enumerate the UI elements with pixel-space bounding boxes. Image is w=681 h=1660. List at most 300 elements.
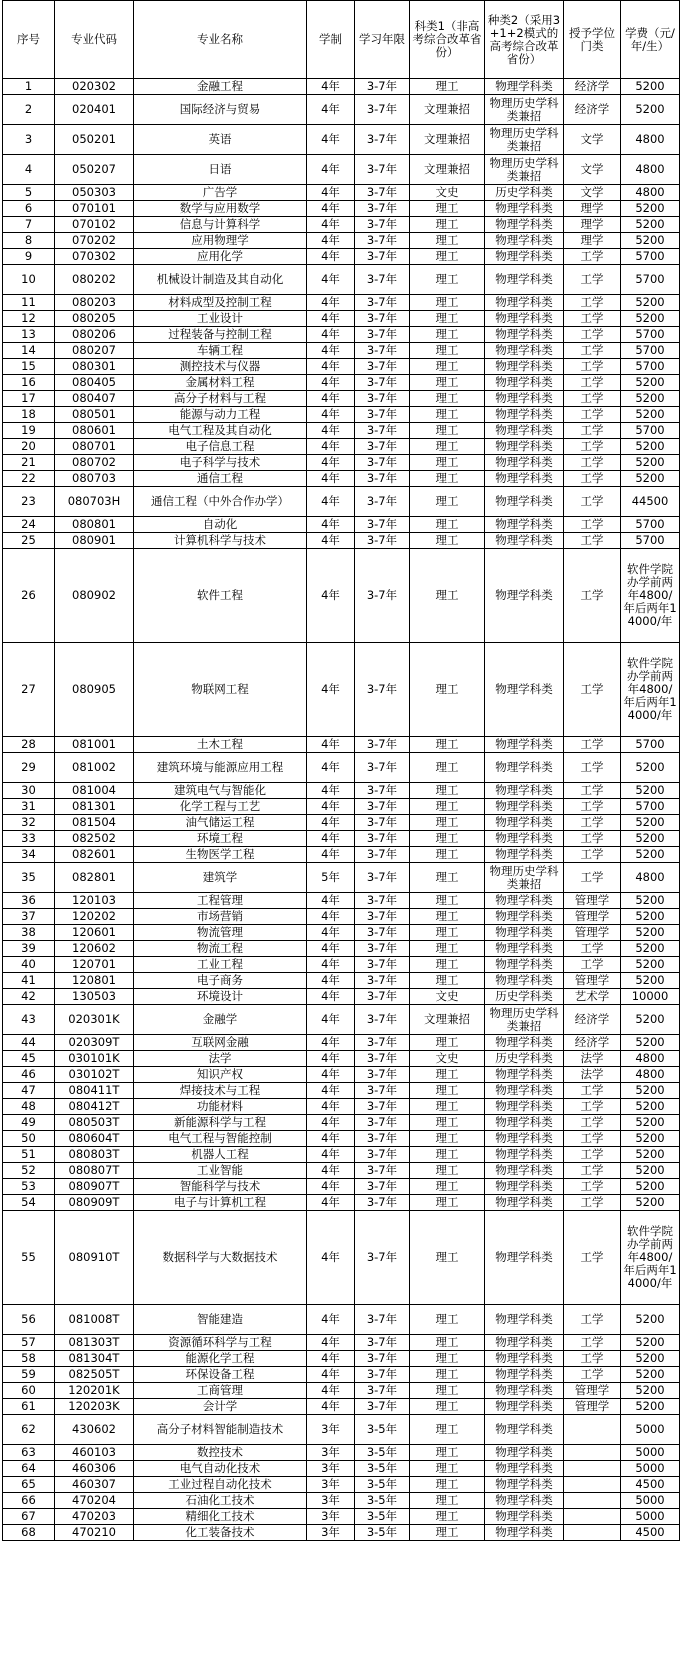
cell-degree-type: 管理学	[564, 893, 621, 909]
cell-degree-type: 工学	[564, 1099, 621, 1115]
cell-study-years: 3-7年	[355, 973, 410, 989]
cell-tuition: 5200	[621, 1163, 680, 1179]
cell-category-1: 理工	[410, 1131, 485, 1147]
cell-category-1: 理工	[410, 1525, 485, 1541]
cell-major-name: 应用化学	[134, 249, 307, 265]
cell-category-1: 理工	[410, 1383, 485, 1399]
header-study-years: 学习年限	[355, 1, 410, 79]
cell-duration: 4年	[307, 783, 355, 799]
cell-category-2: 物理学科类	[485, 1383, 564, 1399]
cell-major-code: 120701	[55, 957, 134, 973]
cell-category-1: 理工	[410, 391, 485, 407]
cell-degree-type: 工学	[564, 753, 621, 783]
cell-study-years: 3-7年	[355, 1131, 410, 1147]
cell-study-years: 3-7年	[355, 941, 410, 957]
cell-category-2: 物理学科类	[485, 327, 564, 343]
cell-tuition: 5200	[621, 1147, 680, 1163]
table-row	[3, 941, 680, 957]
cell-row-index: 44	[3, 1035, 55, 1051]
cell-category-1: 理工	[410, 1099, 485, 1115]
table-row	[3, 423, 680, 439]
cell-tuition: 5200	[621, 375, 680, 391]
cell-tuition: 5200	[621, 1099, 680, 1115]
cell-study-years: 3-7年	[355, 1211, 410, 1305]
cell-tuition: 软件学院办学前两年4800/年后两年14000/年	[621, 643, 680, 737]
cell-row-index: 17	[3, 391, 55, 407]
table-row	[3, 815, 680, 831]
cell-row-index: 9	[3, 249, 55, 265]
cell-row-index: 49	[3, 1115, 55, 1131]
cell-study-years: 3-5年	[355, 1525, 410, 1541]
cell-degree-type: 工学	[564, 1179, 621, 1195]
cell-category-1: 理工	[410, 295, 485, 311]
cell-tuition: 44500	[621, 487, 680, 517]
cell-study-years: 3-7年	[355, 1115, 410, 1131]
table-row	[3, 973, 680, 989]
cell-duration: 4年	[307, 799, 355, 815]
cell-major-name: 自动化	[134, 517, 307, 533]
cell-row-index: 50	[3, 1131, 55, 1147]
cell-category-2: 物理学科类	[485, 753, 564, 783]
cell-study-years: 3-7年	[355, 893, 410, 909]
cell-major-name: 车辆工程	[134, 343, 307, 359]
cell-category-1: 理工	[410, 1195, 485, 1211]
cell-tuition: 5700	[621, 799, 680, 815]
cell-degree-type: 工学	[564, 1335, 621, 1351]
cell-category-2: 物理学科类	[485, 925, 564, 941]
cell-category-1: 理工	[410, 249, 485, 265]
cell-category-2: 物理学科类	[485, 471, 564, 487]
cell-degree-type: 工学	[564, 423, 621, 439]
cell-category-2: 物理学科类	[485, 783, 564, 799]
cell-major-code: 080902	[55, 549, 134, 643]
table-row	[3, 155, 680, 185]
cell-major-code: 050207	[55, 155, 134, 185]
cell-category-1: 理工	[410, 1493, 485, 1509]
cell-row-index: 30	[3, 783, 55, 799]
cell-duration: 4年	[307, 201, 355, 217]
cell-study-years: 3-7年	[355, 753, 410, 783]
cell-category-1: 文理兼招	[410, 155, 485, 185]
cell-degree-type: 工学	[564, 1351, 621, 1367]
table-row	[3, 517, 680, 533]
cell-category-1: 理工	[410, 1305, 485, 1335]
cell-major-code: 120202	[55, 909, 134, 925]
cell-category-2: 物理学科类	[485, 343, 564, 359]
cell-category-2: 物理学科类	[485, 1067, 564, 1083]
cell-study-years: 3-7年	[355, 455, 410, 471]
cell-tuition: 5200	[621, 201, 680, 217]
cell-tuition: 5200	[621, 1383, 680, 1399]
cell-major-name: 工业设计	[134, 311, 307, 327]
cell-category-2: 物理学科类	[485, 487, 564, 517]
cell-major-name: 能源与动力工程	[134, 407, 307, 423]
cell-study-years: 3-7年	[355, 185, 410, 201]
cell-major-code: 080411T	[55, 1083, 134, 1099]
cell-tuition: 5200	[621, 1131, 680, 1147]
cell-degree-type: 工学	[564, 359, 621, 375]
cell-tuition: 4800	[621, 185, 680, 201]
cell-duration: 4年	[307, 533, 355, 549]
cell-major-name: 土木工程	[134, 737, 307, 753]
cell-category-2: 物理历史学科类兼招	[485, 125, 564, 155]
cell-study-years: 3-5年	[355, 1493, 410, 1509]
cell-category-1: 理工	[410, 343, 485, 359]
cell-study-years: 3-7年	[355, 487, 410, 517]
cell-row-index: 40	[3, 957, 55, 973]
cell-category-2: 物理学科类	[485, 1415, 564, 1445]
cell-category-2: 物理学科类	[485, 1509, 564, 1525]
cell-degree-type: 工学	[564, 831, 621, 847]
cell-duration: 3年	[307, 1525, 355, 1541]
cell-major-name: 信息与计算科学	[134, 217, 307, 233]
cell-major-name: 精细化工技术	[134, 1509, 307, 1525]
table-row	[3, 311, 680, 327]
cell-major-name: 工商管理	[134, 1383, 307, 1399]
cell-study-years: 3-7年	[355, 1035, 410, 1051]
cell-category-2: 物理学科类	[485, 455, 564, 471]
cell-duration: 4年	[307, 909, 355, 925]
cell-study-years: 3-7年	[355, 863, 410, 893]
cell-major-code: 080301	[55, 359, 134, 375]
cell-row-index: 35	[3, 863, 55, 893]
cell-tuition: 5200	[621, 973, 680, 989]
cell-category-2: 物理学科类	[485, 1477, 564, 1493]
cell-major-name: 物流管理	[134, 925, 307, 941]
cell-tuition: 5200	[621, 95, 680, 125]
cell-major-name: 环保设备工程	[134, 1367, 307, 1383]
cell-row-index: 45	[3, 1051, 55, 1067]
cell-tuition: 4500	[621, 1525, 680, 1541]
cell-category-1: 理工	[410, 1477, 485, 1493]
cell-major-name: 电子科学与技术	[134, 455, 307, 471]
cell-category-2: 物理学科类	[485, 233, 564, 249]
cell-tuition: 5000	[621, 1445, 680, 1461]
cell-degree-type: 工学	[564, 847, 621, 863]
cell-duration: 4年	[307, 471, 355, 487]
cell-study-years: 3-7年	[355, 549, 410, 643]
cell-row-index: 25	[3, 533, 55, 549]
cell-major-code: 020301K	[55, 1005, 134, 1035]
cell-tuition: 5700	[621, 343, 680, 359]
cell-duration: 4年	[307, 1051, 355, 1067]
cell-degree-type: 文学	[564, 185, 621, 201]
cell-study-years: 3-7年	[355, 201, 410, 217]
cell-degree-type: 工学	[564, 487, 621, 517]
cell-category-2: 物理学科类	[485, 737, 564, 753]
cell-duration: 4年	[307, 753, 355, 783]
cell-row-index: 41	[3, 973, 55, 989]
table-row	[3, 957, 680, 973]
cell-study-years: 3-7年	[355, 1147, 410, 1163]
cell-major-name: 电气自动化技术	[134, 1461, 307, 1477]
table-row	[3, 201, 680, 217]
table-row	[3, 359, 680, 375]
cell-duration: 4年	[307, 893, 355, 909]
cell-tuition: 4500	[621, 1477, 680, 1493]
cell-duration: 4年	[307, 1383, 355, 1399]
major-tuition-table	[2, 0, 680, 1541]
cell-degree-type: 工学	[564, 1211, 621, 1305]
cell-study-years: 3-5年	[355, 1461, 410, 1477]
cell-duration: 4年	[307, 1083, 355, 1099]
cell-category-2: 物理学科类	[485, 1131, 564, 1147]
cell-tuition: 5200	[621, 1179, 680, 1195]
cell-major-name: 会计学	[134, 1399, 307, 1415]
table-row	[3, 249, 680, 265]
table-row	[3, 327, 680, 343]
cell-category-2: 物理学科类	[485, 1399, 564, 1415]
cell-degree-type	[564, 1509, 621, 1525]
cell-row-index: 61	[3, 1399, 55, 1415]
cell-degree-type	[564, 1525, 621, 1541]
table-row	[3, 1399, 680, 1415]
cell-degree-type: 工学	[564, 311, 621, 327]
cell-degree-type: 工学	[564, 249, 621, 265]
cell-row-index: 36	[3, 893, 55, 909]
cell-category-1: 理工	[410, 375, 485, 391]
cell-tuition: 5200	[621, 1367, 680, 1383]
cell-study-years: 3-7年	[355, 643, 410, 737]
cell-category-1: 理工	[410, 487, 485, 517]
cell-major-code: 080503T	[55, 1115, 134, 1131]
cell-degree-type: 理学	[564, 217, 621, 233]
cell-major-name: 工业过程自动化技术	[134, 1477, 307, 1493]
cell-tuition: 5200	[621, 893, 680, 909]
cell-category-2: 物理学科类	[485, 517, 564, 533]
cell-duration: 4年	[307, 1131, 355, 1147]
cell-duration: 4年	[307, 1179, 355, 1195]
cell-major-name: 物联网工程	[134, 643, 307, 737]
cell-study-years: 3-7年	[355, 375, 410, 391]
table-row	[3, 487, 680, 517]
cell-tuition: 5000	[621, 1493, 680, 1509]
cell-major-code: 082505T	[55, 1367, 134, 1383]
cell-degree-type: 工学	[564, 957, 621, 973]
cell-major-code: 120203K	[55, 1399, 134, 1415]
cell-row-index: 24	[3, 517, 55, 533]
table-row	[3, 1067, 680, 1083]
cell-duration: 4年	[307, 423, 355, 439]
cell-degree-type: 工学	[564, 375, 621, 391]
cell-row-index: 34	[3, 847, 55, 863]
cell-major-code: 020309T	[55, 1035, 134, 1051]
cell-category-1: 理工	[410, 1163, 485, 1179]
cell-major-name: 工业工程	[134, 957, 307, 973]
cell-major-code: 082801	[55, 863, 134, 893]
cell-category-1: 理工	[410, 201, 485, 217]
cell-category-1: 文史	[410, 185, 485, 201]
cell-major-code: 081001	[55, 737, 134, 753]
cell-major-name: 机械设计制造及其自动化	[134, 265, 307, 295]
cell-study-years: 3-7年	[355, 925, 410, 941]
cell-duration: 4年	[307, 847, 355, 863]
cell-row-index: 23	[3, 487, 55, 517]
cell-category-2: 物理学科类	[485, 643, 564, 737]
table-row	[3, 1367, 680, 1383]
cell-degree-type: 工学	[564, 1163, 621, 1179]
cell-tuition: 5200	[621, 233, 680, 249]
cell-duration: 4年	[307, 643, 355, 737]
cell-row-index: 21	[3, 455, 55, 471]
cell-duration: 4年	[307, 1147, 355, 1163]
cell-duration: 4年	[307, 1067, 355, 1083]
cell-duration: 4年	[307, 737, 355, 753]
cell-category-2: 物理学科类	[485, 217, 564, 233]
cell-study-years: 3-7年	[355, 989, 410, 1005]
cell-category-2: 物理学科类	[485, 1035, 564, 1051]
cell-major-code: 080901	[55, 533, 134, 549]
cell-study-years: 3-7年	[355, 217, 410, 233]
cell-major-name: 软件工程	[134, 549, 307, 643]
cell-category-1: 理工	[410, 1509, 485, 1525]
cell-duration: 4年	[307, 439, 355, 455]
cell-major-code: 430602	[55, 1415, 134, 1445]
cell-category-1: 理工	[410, 1035, 485, 1051]
cell-major-code: 080910T	[55, 1211, 134, 1305]
cell-major-name: 计算机科学与技术	[134, 533, 307, 549]
cell-major-code: 050303	[55, 185, 134, 201]
cell-degree-type: 文学	[564, 125, 621, 155]
table-row	[3, 265, 680, 295]
cell-duration: 3年	[307, 1477, 355, 1493]
cell-major-name: 生物医学工程	[134, 847, 307, 863]
cell-tuition: 5200	[621, 941, 680, 957]
cell-tuition: 软件学院办学前两年4800/年后两年14000/年	[621, 1211, 680, 1305]
cell-degree-type: 工学	[564, 783, 621, 799]
cell-study-years: 3-7年	[355, 909, 410, 925]
cell-duration: 4年	[307, 79, 355, 95]
table-row	[3, 1383, 680, 1399]
cell-row-index: 27	[3, 643, 55, 737]
cell-duration: 4年	[307, 925, 355, 941]
cell-duration: 4年	[307, 185, 355, 201]
table-row	[3, 909, 680, 925]
table-row	[3, 1179, 680, 1195]
cell-tuition: 4800	[621, 1051, 680, 1067]
table-row	[3, 989, 680, 1005]
cell-study-years: 3-7年	[355, 1099, 410, 1115]
cell-category-1: 理工	[410, 737, 485, 753]
cell-degree-type: 工学	[564, 295, 621, 311]
cell-study-years: 3-7年	[355, 517, 410, 533]
cell-category-2: 物理学科类	[485, 391, 564, 407]
table-row	[3, 847, 680, 863]
cell-major-code: 080203	[55, 295, 134, 311]
cell-category-1: 理工	[410, 815, 485, 831]
cell-tuition: 5200	[621, 753, 680, 783]
table-row	[3, 1351, 680, 1367]
cell-category-2: 物理学科类	[485, 1461, 564, 1477]
cell-degree-type: 工学	[564, 1305, 621, 1335]
cell-duration: 3年	[307, 1445, 355, 1461]
cell-category-1: 理工	[410, 233, 485, 249]
cell-tuition: 4800	[621, 1067, 680, 1083]
cell-study-years: 3-7年	[355, 439, 410, 455]
cell-category-2: 物理学科类	[485, 1335, 564, 1351]
cell-category-1: 理工	[410, 265, 485, 295]
cell-major-code: 460307	[55, 1477, 134, 1493]
cell-tuition: 5200	[621, 391, 680, 407]
cell-major-code: 080905	[55, 643, 134, 737]
cell-duration: 4年	[307, 125, 355, 155]
cell-category-1: 理工	[410, 643, 485, 737]
cell-major-name: 工业智能	[134, 1163, 307, 1179]
cell-category-2: 物理历史学科类兼招	[485, 1005, 564, 1035]
table-row	[3, 233, 680, 249]
cell-duration: 3年	[307, 1415, 355, 1445]
cell-tuition: 5200	[621, 1195, 680, 1211]
cell-major-code: 080703	[55, 471, 134, 487]
cell-row-index: 64	[3, 1461, 55, 1477]
cell-degree-type: 经济学	[564, 79, 621, 95]
table-row	[3, 831, 680, 847]
cell-tuition: 5200	[621, 815, 680, 831]
cell-duration: 3年	[307, 1461, 355, 1477]
header-row	[3, 1, 680, 79]
cell-major-name: 智能建造	[134, 1305, 307, 1335]
table-row	[3, 125, 680, 155]
cell-category-2: 物理学科类	[485, 201, 564, 217]
cell-category-1: 理工	[410, 327, 485, 343]
cell-major-name: 金融工程	[134, 79, 307, 95]
cell-duration: 3年	[307, 1509, 355, 1525]
cell-major-code: 080604T	[55, 1131, 134, 1147]
cell-degree-type: 工学	[564, 391, 621, 407]
cell-row-index: 10	[3, 265, 55, 295]
cell-duration: 4年	[307, 327, 355, 343]
cell-row-index: 26	[3, 549, 55, 643]
cell-tuition: 5700	[621, 533, 680, 549]
cell-category-2: 物理学科类	[485, 265, 564, 295]
table-row	[3, 549, 680, 643]
cell-row-index: 16	[3, 375, 55, 391]
cell-tuition: 5700	[621, 423, 680, 439]
cell-study-years: 3-5年	[355, 1509, 410, 1525]
cell-category-1: 理工	[410, 1351, 485, 1367]
cell-category-2: 物理学科类	[485, 423, 564, 439]
cell-degree-type: 工学	[564, 815, 621, 831]
cell-duration: 4年	[307, 1035, 355, 1051]
cell-row-index: 19	[3, 423, 55, 439]
cell-tuition: 5200	[621, 471, 680, 487]
cell-duration: 3年	[307, 1493, 355, 1509]
cell-row-index: 58	[3, 1351, 55, 1367]
cell-category-1: 理工	[410, 455, 485, 471]
header-category-1: 科类1（非高考综合改革省份）	[410, 1, 485, 79]
cell-category-2: 历史学科类	[485, 1051, 564, 1067]
cell-category-1: 理工	[410, 1211, 485, 1305]
cell-category-1: 理工	[410, 1367, 485, 1383]
cell-major-code: 080907T	[55, 1179, 134, 1195]
cell-tuition: 10000	[621, 989, 680, 1005]
cell-major-code: 080501	[55, 407, 134, 423]
header-major-code: 专业代码	[55, 1, 134, 79]
cell-major-name: 英语	[134, 125, 307, 155]
table-row	[3, 753, 680, 783]
cell-major-name: 能源化学工程	[134, 1351, 307, 1367]
cell-category-1: 理工	[410, 407, 485, 423]
cell-major-code: 081002	[55, 753, 134, 783]
cell-major-code: 080407	[55, 391, 134, 407]
cell-major-name: 数控技术	[134, 1445, 307, 1461]
cell-tuition: 5200	[621, 783, 680, 799]
cell-degree-type: 理学	[564, 233, 621, 249]
cell-major-code: 130503	[55, 989, 134, 1005]
cell-row-index: 60	[3, 1383, 55, 1399]
cell-row-index: 51	[3, 1147, 55, 1163]
cell-category-2: 物理学科类	[485, 1367, 564, 1383]
